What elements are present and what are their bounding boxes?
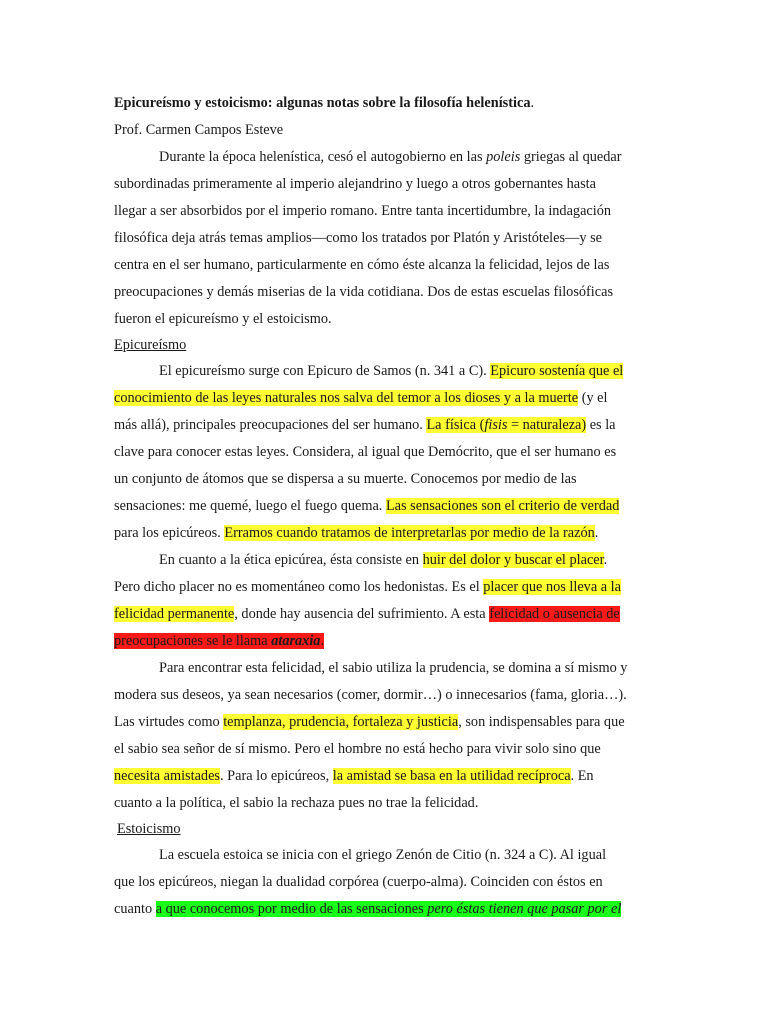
paragraph-line: Las virtudes como templanza, prudencia, fortaleza y justicia, son indispensables para que bbox=[114, 714, 625, 730]
paragraph-line: para los epicúreos. Erramos cuando tratamos de interpretarlas por medio de la razón. bbox=[114, 525, 599, 541]
highlight: La física (fisis = naturaleza) bbox=[426, 417, 587, 433]
highlight: templanza, prudencia, fortaleza y justicia bbox=[223, 714, 459, 730]
paragraph-line: Para encontrar esta felicidad, el sabio utiliza la prudencia, se domina a sí mismo y bbox=[159, 660, 628, 676]
paragraph-line: más allá), principales preocupaciones del ser humano. La física (fisis = naturaleza) es la bbox=[114, 417, 616, 433]
highlight: a que conocemos por medio de las sensaciones pero éstas tienen que pasar por el bbox=[155, 901, 622, 917]
section-heading-estoicismo: Estoicismo bbox=[117, 821, 181, 837]
paragraph-line: filosófica deja atrás temas amplios—como los tratados por Platón y Aristóteles—y se bbox=[114, 230, 602, 246]
paragraph-line: llegar a ser absorbidos por el imperio romano. Entre tanta incertidumbre, la indagación bbox=[114, 203, 612, 219]
author-line: Prof. Carmen Campos Esteve bbox=[114, 122, 284, 138]
highlight: necesita amistades bbox=[114, 768, 220, 784]
highlight: huir del dolor y buscar el placer bbox=[422, 552, 604, 568]
paragraph-line: subordinadas primeramente al imperio alejandrino y luego a otros gobernantes hasta bbox=[114, 176, 596, 192]
paragraph-line: cuanto a la política, el sabio la rechaza pues no trae la felicidad. bbox=[114, 795, 479, 811]
highlight: felicidad permanente bbox=[114, 606, 235, 622]
paragraph-line: modera sus deseos, ya sean necesarios (comer, dormir…) o innecesarios (fama, gloria…). bbox=[114, 687, 627, 703]
paragraph-line: sensaciones: me quemé, luego el fuego quema. Las sensaciones son el criterio de verdad bbox=[114, 498, 620, 514]
highlight: conocimiento de las leyes naturales nos salva del temor a los dioses y a la muerte bbox=[114, 390, 579, 406]
paragraph-line: centra en el ser humano, particularmente en cómo éste alcanza la felicidad, lejos de las bbox=[114, 257, 610, 273]
paragraph-line: Durante la época helenística, cesó el autogobierno en las poleis griegas al quedar bbox=[159, 149, 622, 165]
highlight: preocupaciones se le llama ataraxia. bbox=[114, 633, 325, 649]
paragraph-line: que los epicúreos, niegan la dualidad corpórea (cuerpo-alma). Coinciden con éstos en bbox=[114, 874, 603, 890]
highlight: felicidad o ausencia de bbox=[489, 606, 620, 622]
paragraph-line: felicidad permanente, donde hay ausencia del sufrimiento. A esta felicidad o ausencia de bbox=[114, 606, 620, 622]
paragraph-line: preocupaciones y demás miserias de la vida cotidiana. Dos de estas escuelas filosóficas bbox=[114, 284, 614, 300]
highlight: la amistad se basa en la utilidad recíproca bbox=[332, 768, 571, 784]
paragraph-line: El epicureísmo surge con Epicuro de Samos (n. 341 a C). Epicuro sostenía que el bbox=[159, 363, 624, 379]
paragraph-line: Pero dicho placer no es momentáneo como los hedonistas. Es el placer que nos lleva a la bbox=[114, 579, 621, 595]
document-title: Epicureísmo y estoicismo: algunas notas sobre la filosofía helenística. bbox=[114, 95, 535, 111]
paragraph-line: conocimiento de las leyes naturales nos salva del temor a los dioses y a la muerte (y el bbox=[114, 390, 608, 406]
highlight: Las sensaciones son el criterio de verdad bbox=[385, 498, 620, 514]
section-heading-epicureismo: Epicureísmo bbox=[114, 337, 187, 353]
highlight: Epicuro sostenía que el bbox=[490, 363, 624, 379]
highlight: placer que nos lleva a la bbox=[483, 579, 621, 595]
paragraph-line: En cuanto a la ética epicúrea, ésta consiste en huir del dolor y buscar el placer. bbox=[159, 552, 608, 568]
paragraph-line: clave para conocer estas leyes. Considera, al igual que Demócrito, que el ser humano es bbox=[114, 444, 617, 460]
paragraph-line: necesita amistades. Para lo epicúreos, la amistad se basa en la utilidad recíproca. En bbox=[114, 768, 594, 784]
paragraph-line: un conjunto de átomos que se dispersa a su muerte. Conocemos por medio de las bbox=[114, 471, 577, 487]
paragraph-line: La escuela estoica se inicia con el griego Zenón de Citio (n. 324 a C). Al igual bbox=[159, 847, 607, 863]
paragraph-line: el sabio sea señor de sí mismo. Pero el hombre no está hecho para vivir solo sino que bbox=[114, 741, 601, 757]
highlight: Erramos cuando tratamos de interpretarlas por medio de la razón bbox=[224, 525, 595, 541]
paragraph-line: cuanto a que conocemos por medio de las sensaciones pero éstas tienen que pasar por el bbox=[114, 901, 622, 917]
paragraph-line bbox=[114, 632, 324, 650]
paragraph-line: fueron el epicureísmo y el estoicismo. bbox=[114, 311, 332, 327]
